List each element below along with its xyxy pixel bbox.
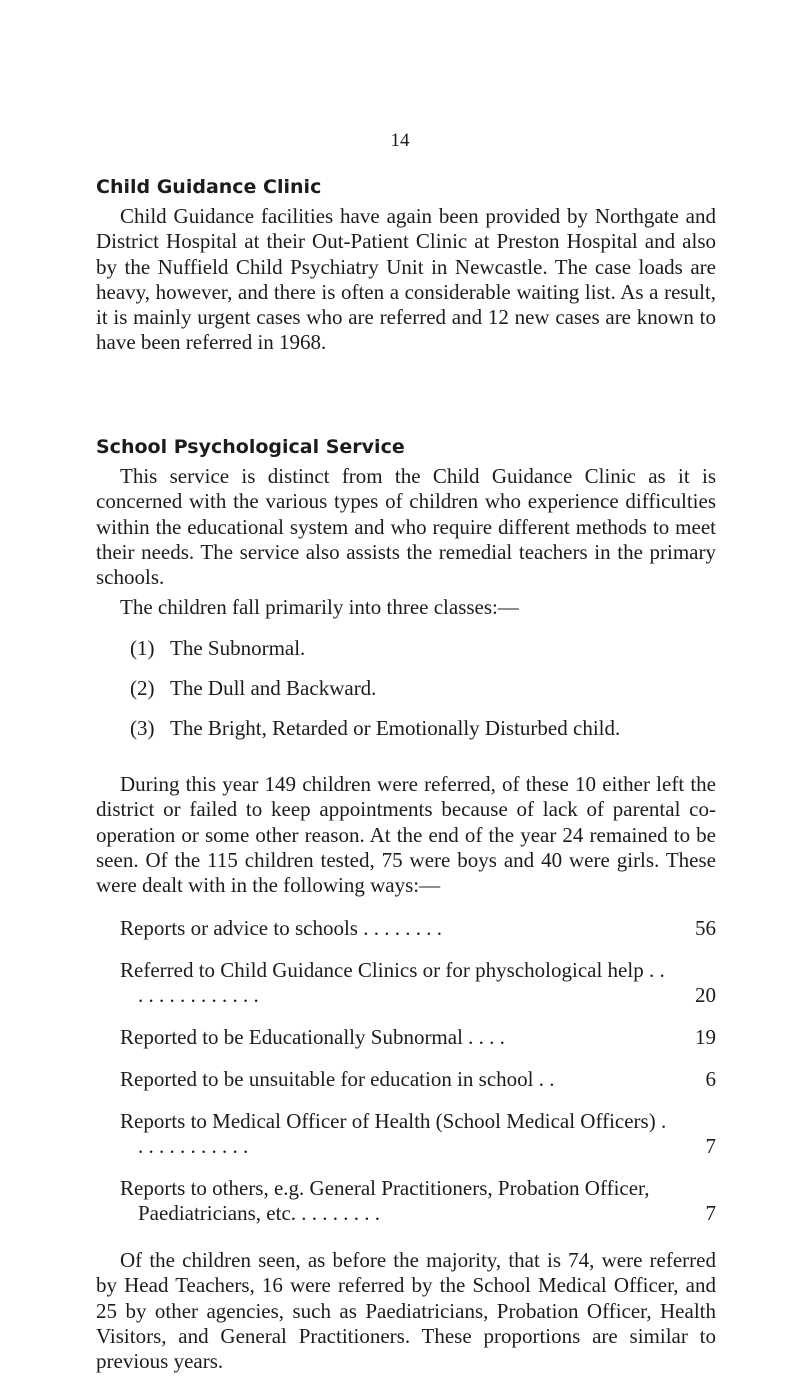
list-item <box>130 636 716 661</box>
list-item-number: (1) <box>130 636 155 661</box>
table-row <box>120 1176 716 1226</box>
results-table <box>96 916 716 1226</box>
list-item-text: The Dull and Backward. <box>170 676 377 701</box>
referrals-section <box>96 772 716 1243</box>
result-value: 7 <box>705 1201 716 1226</box>
result-label: Reports to Medical Officer of Health (School Medical Officers) . . . . . . . . . . . . <box>120 1109 667 1159</box>
result-label: Reported to be unsuitable for education in school . . <box>120 1067 555 1092</box>
classes-list <box>96 636 716 741</box>
child-guidance-paragraph: Child Guidance facilities have again been provided by Northgate and District Hospital at their Out-Patient Clinic at Preston Hospital and also by the Nuffield Child Psychiatry Unit in Newcastle. The case loads are heavy, however, and there is often a considerable waiting list. As a result, it is mainly urgent cases who are referred and 12 new cases are known to have been referred in 1968. <box>96 204 716 355</box>
table-row <box>120 1067 716 1092</box>
referrals-paragraph: During this year 149 children were referred, of these 10 either left the district or failed to keep appointments because of lack of parental co-operation or some other reason. At the end of the year 24 remained to be seen. Of the 115 children tested, 75 were boys and 40 were girls. These were dealt with in the following ways:— <box>96 772 716 898</box>
result-label: Reports to others, e.g. General Practitioners, Probation Officer, Paediatricians, etc. . . . . . . . . <box>120 1176 650 1226</box>
result-label: Reports or advice to schools . . . . . . . . <box>120 916 442 941</box>
psychological-service-section <box>96 436 716 590</box>
list-item-number: (3) <box>130 716 155 741</box>
table-row <box>120 916 716 941</box>
psychological-service-heading: School Psychological Service <box>96 436 405 458</box>
page-number: 14 <box>390 130 410 151</box>
result-value: 6 <box>705 1067 716 1092</box>
table-row <box>120 1025 716 1050</box>
classes-intro-paragraph: The children fall primarily into three classes:— <box>120 595 519 619</box>
child-guidance-section <box>96 176 716 356</box>
result-value: 7 <box>705 1134 716 1159</box>
list-item-number: (2) <box>130 676 155 701</box>
table-row <box>120 958 716 1008</box>
list-item-text: The Bright, Retarded or Emotionally Disturbed child. <box>170 716 621 741</box>
list-item-text: The Subnormal. <box>170 636 306 661</box>
result-value: 20 <box>695 983 716 1008</box>
result-value: 19 <box>695 1025 716 1050</box>
service-description-paragraph: This service is distinct from the Child Guidance Clinic as it is concerned with the various types of children who experience difficulties within the educational system and who require different methods to meet their needs. The service also assists the remedial teachers in the primary schools. <box>96 464 716 590</box>
list-item <box>130 716 716 741</box>
table-row <box>120 1109 716 1159</box>
result-label: Reported to be Educationally Subnormal . . . . <box>120 1025 505 1050</box>
classes-section <box>96 595 716 756</box>
list-item <box>130 676 716 701</box>
referral-sources-paragraph: Of the children seen, as before the majority, that is 74, were referred by Head Teachers, 16 were referred by the School Medical Officer, and 25 by other agencies, such as Paediatricians, Probation Officer, Health Visitors, and General Practitioners. These proportions are similar to previous years. <box>96 1248 716 1374</box>
child-guidance-heading: Child Guidance Clinic <box>96 176 322 198</box>
sources-section <box>96 1248 716 1374</box>
result-label: Referred to Child Guidance Clinics or for physchological help . . . . . . . . . . . . . . <box>120 958 665 1008</box>
result-value: 56 <box>695 916 716 941</box>
